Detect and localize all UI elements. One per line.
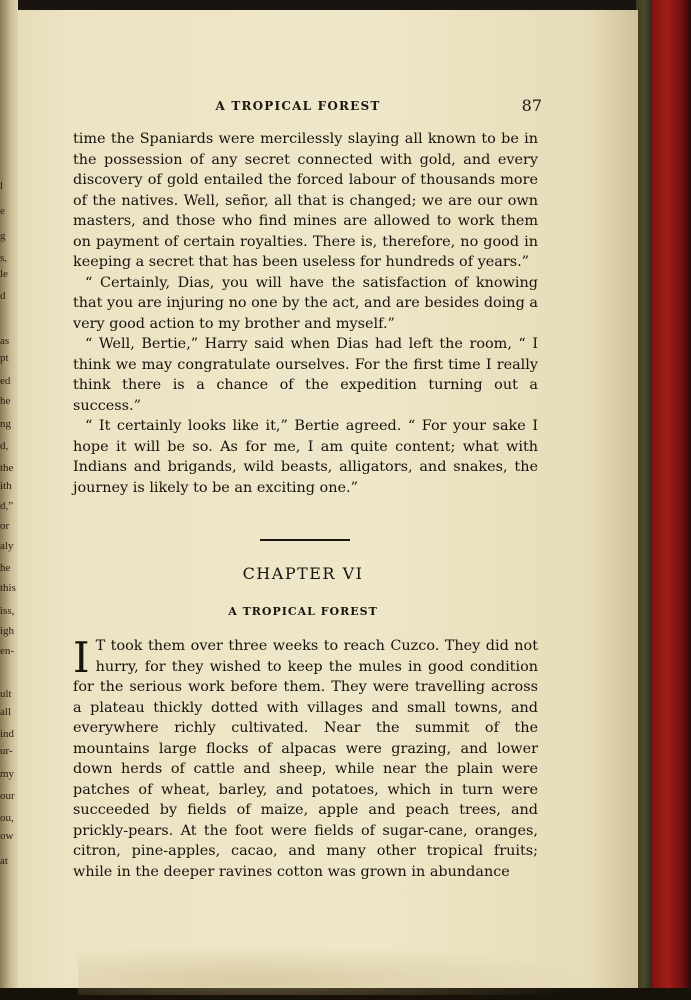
previous-page-text-fragment: g (0, 230, 6, 242)
running-head-title: A TROPICAL FOREST (215, 99, 381, 113)
paragraph: “ It certainly looks like it,” Bertie agreed. “ For your sake I hope it will be so. As for me, I am quite content; what with Indians and brigands, wild beasts, alligators, and snakes, the journey is likely to be an exciting one.” (73, 418, 538, 496)
previous-page-text-fragment: as (0, 335, 10, 347)
previous-page-text-fragment: d (0, 290, 6, 302)
previous-page-text-fragment: ng (0, 418, 11, 430)
paragraph: “ Certainly, Dias, you will have the satisfaction of knowing that you are injuring no one by the act, and are besides doing a very good action to my brother and myself.” (73, 274, 538, 332)
previous-page-text-fragment: our (0, 790, 15, 802)
page-smudge (78, 945, 598, 995)
previous-page-text-fragment: or (0, 520, 10, 532)
page-stack-edge (636, 0, 652, 1000)
previous-page-text-fragment: ow (0, 830, 14, 842)
book-page (18, 10, 638, 988)
chapter-opening-text (73, 633, 538, 882)
previous-page-text-fragment: s, (0, 252, 8, 264)
drop-cap: I (73, 633, 90, 682)
previous-page-text-fragment: at (0, 855, 8, 867)
previous-page-text-fragment: ind (0, 728, 15, 740)
previous-page-text-fragment: he (0, 562, 11, 574)
previous-page-text-fragment: this (0, 582, 16, 594)
previous-page-edge (0, 0, 18, 1000)
previous-page-text-fragment: l (0, 180, 4, 192)
previous-page-text-fragment: pt (0, 352, 9, 364)
previous-page-text-fragment: ou, (0, 812, 14, 824)
previous-page-text-fragment: d,” (0, 500, 14, 512)
previous-page-text-fragment: my (0, 768, 15, 780)
paragraph: “ Well, Bertie,” Harry said when Dias had left the room, “ I think we may congratulate ourselves. For the first time I really think there is a chance of the expedition turning out a success.” (73, 336, 538, 414)
previous-page-text-fragment: ult (0, 688, 12, 700)
previous-page-text-fragment: all (0, 706, 11, 718)
previous-page-text-fragment: iss, (0, 605, 15, 617)
previous-page-text-fragment: le (0, 268, 8, 280)
previous-page-text-fragment: d, (0, 440, 9, 452)
previous-page-text-fragment: the (0, 462, 14, 474)
previous-page-text-fragment: en- (0, 645, 15, 657)
running-head (18, 88, 638, 120)
previous-page-text-fragment: he (0, 395, 11, 407)
chapter-heading: CHAPTER VI (242, 564, 364, 583)
book-cover-edge (652, 0, 691, 1000)
previous-page-text-fragment: ed (0, 375, 11, 387)
body-text-before-chapter (73, 129, 538, 498)
previous-page-text-fragment: igh (0, 625, 15, 637)
paragraph: time the Spaniards were mercilessly slaying all known to be in the possession of any secret connected with gold, and every discovery of gold entailed the forced labour of thousands more of the natives. Well, señor, all that is changed; we are our own masters, and those who find mines are allowed to work them on payment of certain royalties. There is, therefore, no good in keeping a secret that has been useless for hundreds of years.” (73, 131, 538, 270)
section-divider-rule (260, 539, 350, 541)
page-number: 87 (521, 96, 542, 115)
chapter-subtitle: A TROPICAL FOREST (228, 605, 378, 618)
chapter-opening-body: T took them over three weeks to reach Cuzco. They did not hurry, for they wished to keep the mules in good condition for the serious work before them. They were travelling across a plateau thickly dotted with villages and small towns, and everywhere richly cultivated. Near the summit of the mountains large flocks of alpacas were grazing, and lower down herds of cattle and sheep, while near the plain were patches of wheat, barley, and potatoes, which in turn were succeeded by fields of maize, apple and peach trees, and prickly-pears. At the foot were fields of sugar-cane, oranges, citron, pine-apples, cacao, and many other tropical fruits; while in the deeper ravines cotton was grown in abundance (73, 638, 538, 880)
previous-page-text-fragment: e (0, 205, 5, 217)
previous-page-text-fragment: aly (0, 540, 14, 552)
previous-page-text-fragment: ur- (0, 745, 13, 757)
previous-page-text-fragment: ith (0, 480, 12, 492)
chapter-opening-paragraph (73, 633, 538, 882)
